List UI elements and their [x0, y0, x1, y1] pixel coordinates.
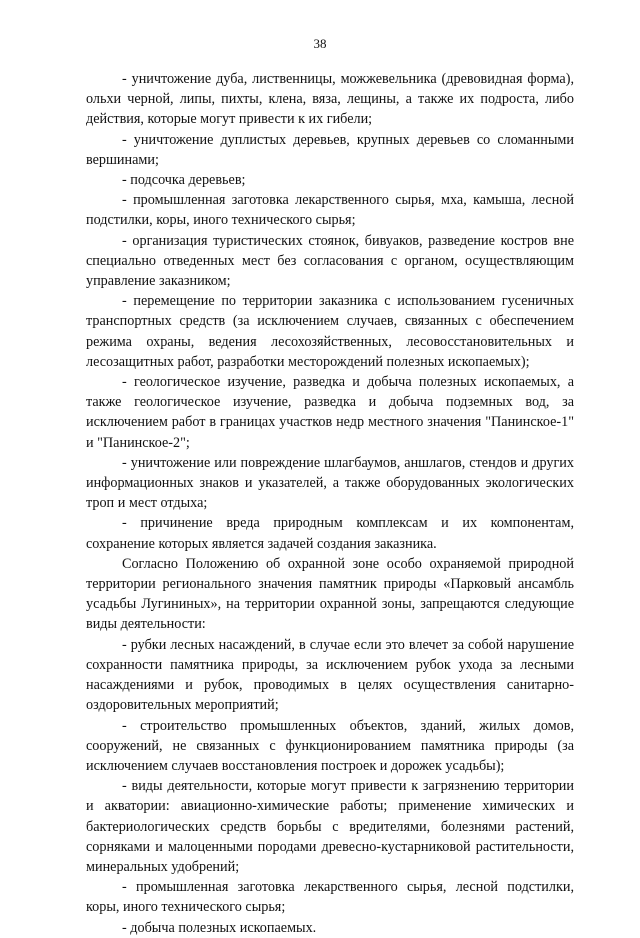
paragraph-camping-ban: - организация туристических стоянок, бивуаков, разведение костров вне специально отведенных мест без согласования с органом, осуществляющим управление заказником; [86, 232, 574, 290]
paragraph-oak-destruction-ban: - уничтожение дуба, лиственницы, можжевельника (древовидная форма), ольхи черной, липы, пихты, клена, вяза, лещины, а также их подроста, либо действия, которые могут привести к их гибели; [86, 71, 574, 128]
page-number: 38 [313, 36, 327, 51]
paragraph-signs-damage-ban: - уничтожение или повреждение шлагбаумов, аншлагов, стендов и других информационных знаков и указателей, а также оборудованных экологических троп и мест отдыха; [86, 454, 574, 512]
paragraph-harvesting-ban: - промышленная заготовка лекарственного сырья, мха, камыша, лесной подстилки, коры, иного технического сырья; [86, 192, 574, 229]
paragraph-nature-harm-ban: - причинение вреда природным комплексам и их компонентам, сохранение которых является задачей создания заказника. [86, 515, 574, 552]
paragraph-pollution-ban: - виды деятельности, которые могут привести к загрязнению территории и акватории: авиационно-химические работы; применение химических и бактериологических средств борьбы с вредителями, болезнями растений, сорняками и малоценными породами древесно-кустарниковой растительности, минеральных удобрений; [86, 778, 574, 875]
paragraph-construction-ban: - строительство промышленных объектов, зданий, жилых домов, сооружений, не связанных с функционированием памятника природы (за исключением случаев восстановления построек и дорожек усадьбы); [86, 717, 574, 774]
paragraph-hollow-trees-ban: - уничтожение дуплистых деревьев, крупных деревьев со сломанными вершинами; [86, 131, 574, 168]
paragraph-tapping-ban: - подсочка деревьев; [122, 172, 246, 189]
paragraph-mining-ban: - добыча полезных ископаемых. [122, 919, 317, 936]
paragraph-industrial-harvesting-ban: - промышленная заготовка лекарственного сырья, лесной подстилки, коры, иного технического сырья; [86, 879, 574, 916]
paragraph-geology-ban: - геологическое изучение, разведка и добыча полезных ископаемых, а также геологическое изучение, разведка и добыча подземных вод, за исключением работ в границах участков недр местного значения "Панинское-1" и "Панинское-2"; [86, 374, 574, 451]
document-body [86, 69, 574, 938]
paragraph-protection-zone-intro: Согласно Положению об охранной зоне особо охраняемой природной территории регионального значения памятник природы «Парковый ансамбль усадьбы Лугининых», на территории охранной зоны, запрещаются следующие виды деятельности: [86, 555, 574, 633]
paragraph-logging-ban: - рубки лесных насаждений, в случае если это влечет за собой нарушение сохранности памятника природы, за исключением рубок ухода за лесными насаждениями и рубок, проводимых в целях осуществления санитарно-оздоровительных мероприятий; [86, 636, 574, 714]
paragraph-tracked-vehicles-ban: - перемещение по территории заказника с использованием гусеничных транспортных средств (за исключением случаев, связанных с обеспечением режима охраны, ведения лесохозяйственных, лесовосстановительных и лесозащитных работ, разработки месторождений полезных ископаемых); [86, 293, 574, 370]
